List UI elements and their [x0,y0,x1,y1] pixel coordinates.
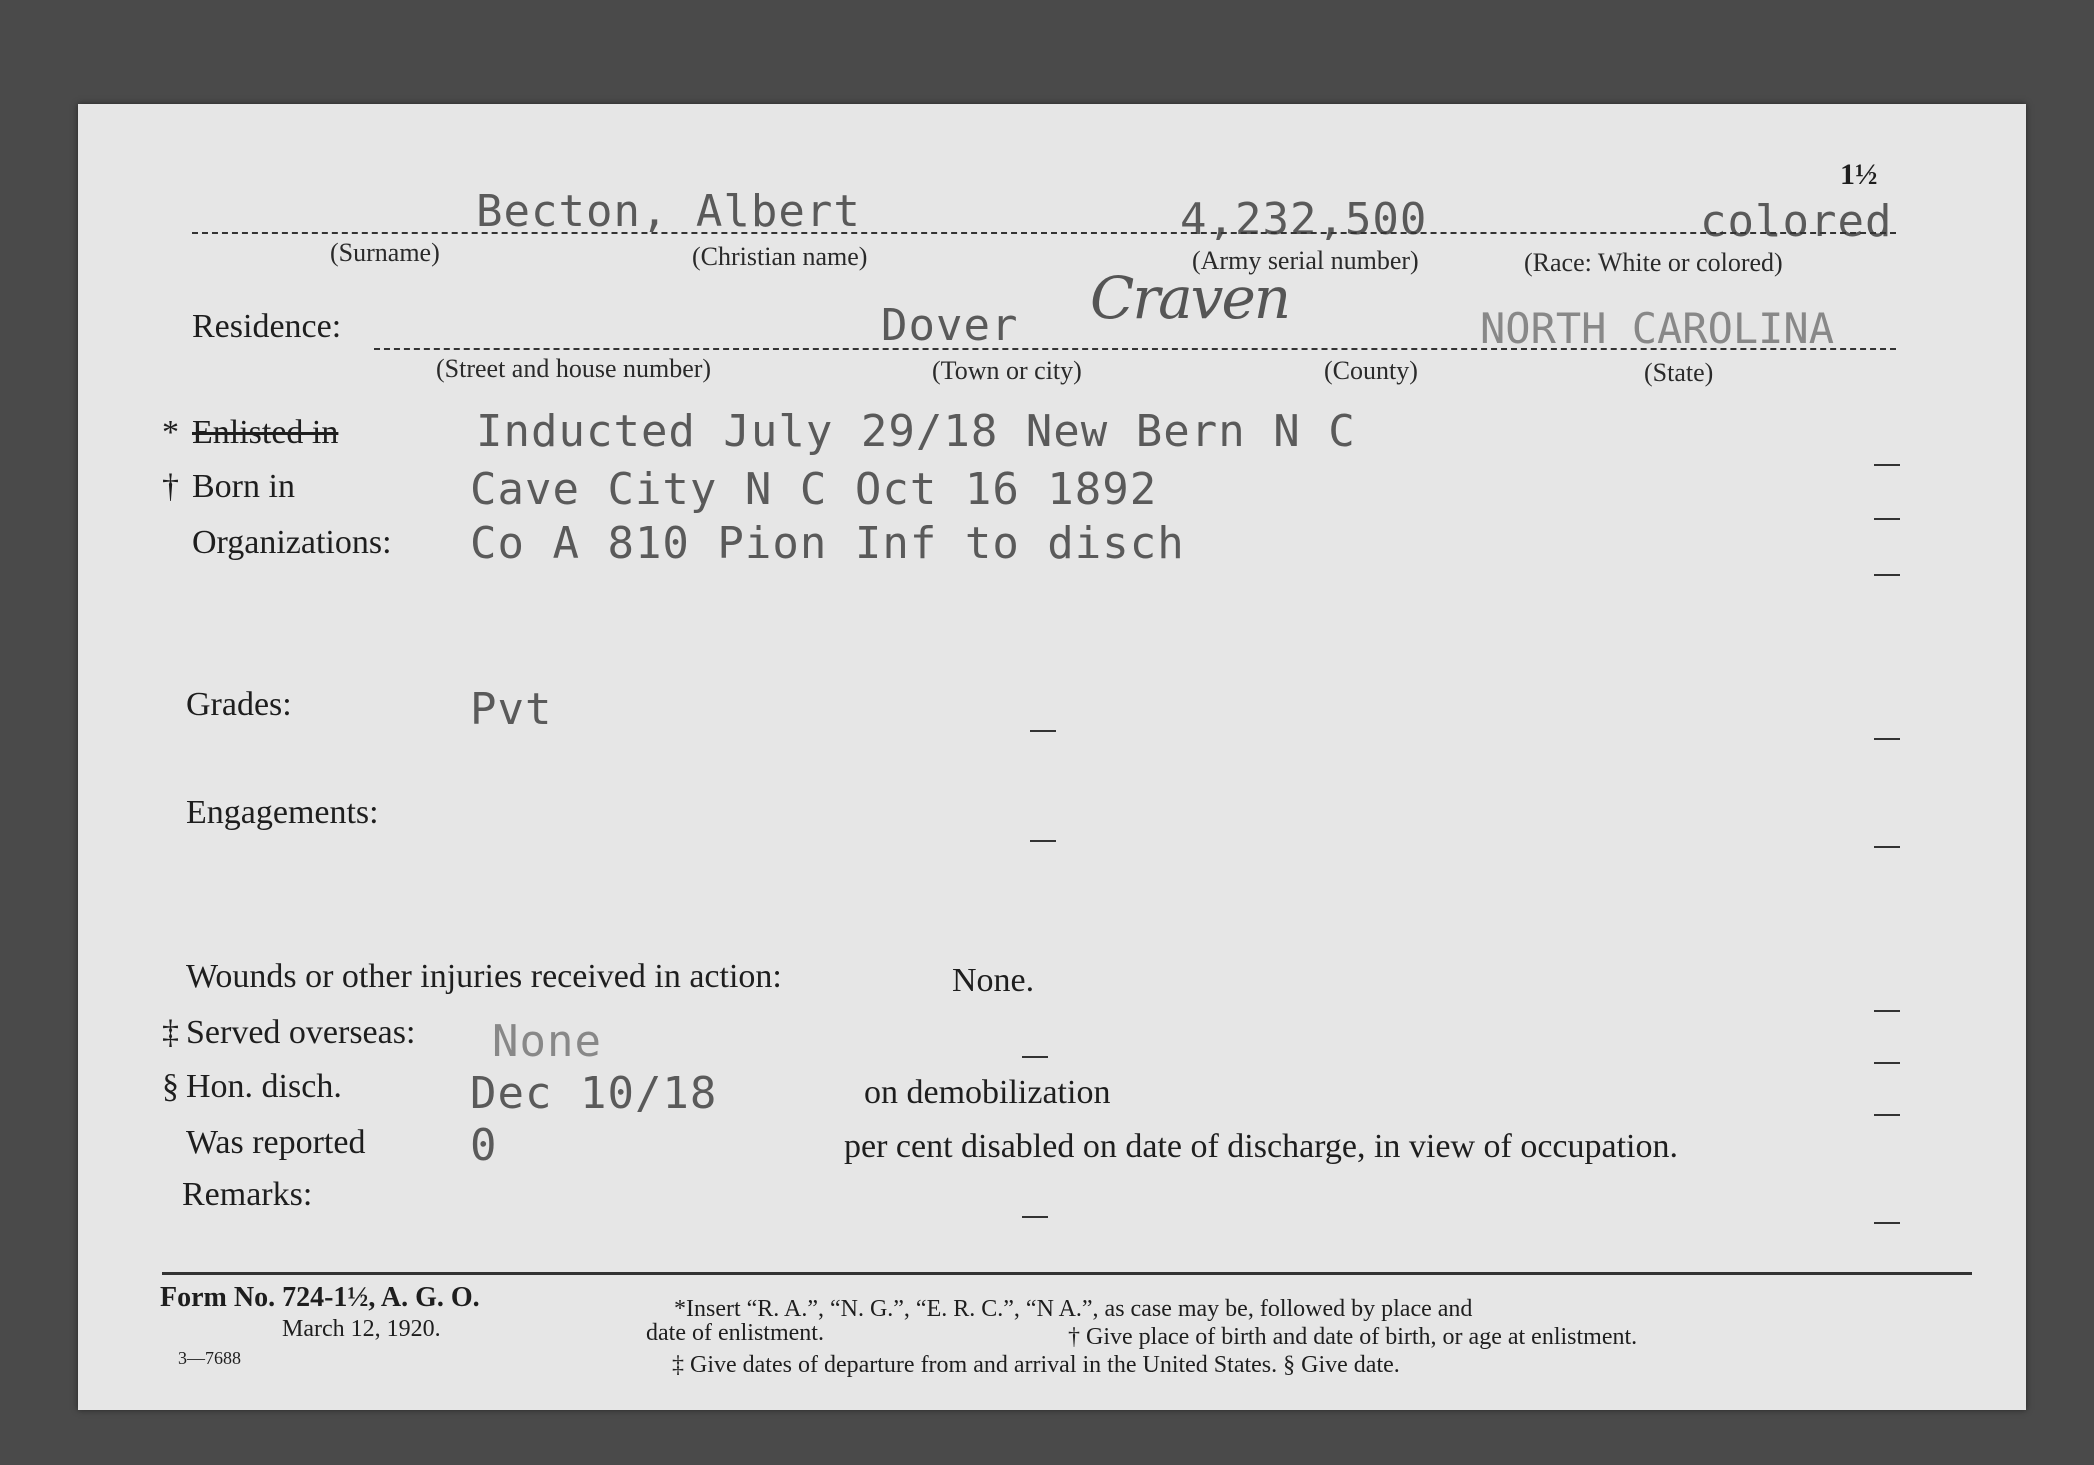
overseas-marker: ‡ [162,1014,179,1051]
name-line [192,232,1896,234]
enlisted-marker: * [162,414,179,451]
residence-label: Residence: [192,308,342,345]
organizations-value: Co A 810 Pion Inf to disch [470,518,1185,569]
dash-mark [1874,518,1900,520]
race-value: colored [1700,196,1893,247]
organizations-label: Organizations: [192,524,392,561]
remarks-label: Remarks: [182,1176,313,1213]
was-reported-value: 0 [470,1120,498,1171]
footnote-1: *Insert “R. A.”, “N. G.”, “E. R. C.”, “N A.”, as case may be, followed by place and [674,1296,1473,1322]
residence-line [374,348,1896,350]
print-code: 3—7688 [178,1348,241,1368]
county-handwritten-value: Craven [1090,264,1290,332]
form-fraction: 1½ [1840,158,1878,191]
christian-name-caption: (Christian name) [692,242,868,271]
serial-number-value: 4,232,500 [1180,194,1428,245]
footer-rule [162,1272,1972,1275]
dash-mark [1874,1010,1900,1012]
dash-mark [1874,574,1900,576]
grades-value: Pvt [470,684,553,735]
born-label: Born in [192,468,295,505]
hon-disch-value: Dec 10/18 [470,1068,718,1119]
wounds-label: Wounds or other injuries received in action: [186,958,782,995]
county-caption: (County) [1324,356,1418,385]
was-reported-label: Was reported [186,1124,366,1161]
dash-mark [1874,738,1900,740]
enlisted-label: Enlisted in [192,414,339,451]
hon-disch-marker: § [162,1068,179,1105]
dash-mark [1874,464,1900,466]
footnote-1-cont: date of enlistment. [646,1320,824,1346]
dash-mark [1874,846,1900,848]
service-record-card [78,104,2026,1410]
state-value: NORTH CAROLINA [1480,304,1835,353]
on-demobilization-label: on demobilization [864,1074,1111,1111]
born-marker: † [162,468,179,505]
serial-caption: (Army serial number) [1192,246,1419,275]
grades-label: Grades: [186,686,292,723]
form-date: March 12, 1920. [282,1316,441,1342]
street-caption: (Street and house number) [436,354,712,383]
surname-name-value: Becton, Albert [476,186,861,237]
dash-mark [1030,730,1056,732]
dash-mark [1022,1056,1048,1058]
overseas-value: None [492,1016,602,1067]
state-caption: (State) [1644,358,1714,387]
race-caption: (Race: White or colored) [1524,248,1783,277]
dash-mark [1874,1062,1900,1064]
dash-mark [1030,840,1056,842]
hon-disch-label: Hon. disch. [186,1068,342,1105]
footnote-2: † Give place of birth and date of birth, or age at enlistment. [1068,1324,1638,1350]
enlisted-value: Inducted July 29/18 New Bern N C [476,406,1356,457]
footnote-3: ‡ Give dates of departure from and arrival in the United States. § Give date. [672,1352,1400,1378]
form-number: Form No. 724-1½, A. G. O. [160,1282,480,1313]
surname-caption: (Surname) [330,238,440,267]
town-caption: (Town or city) [932,356,1082,385]
town-value: Dover [881,300,1019,351]
dash-mark [1022,1216,1048,1218]
per-cent-disabled-label: per cent disabled on date of discharge, in view of occupation. [844,1128,1678,1165]
born-value: Cave City N C Oct 16 1892 [470,464,1158,515]
overseas-label: Served overseas: [186,1014,416,1051]
dash-mark [1874,1222,1900,1224]
engagements-label: Engagements: [186,794,379,831]
dash-mark [1874,1114,1900,1116]
wounds-value: None. [952,962,1035,999]
